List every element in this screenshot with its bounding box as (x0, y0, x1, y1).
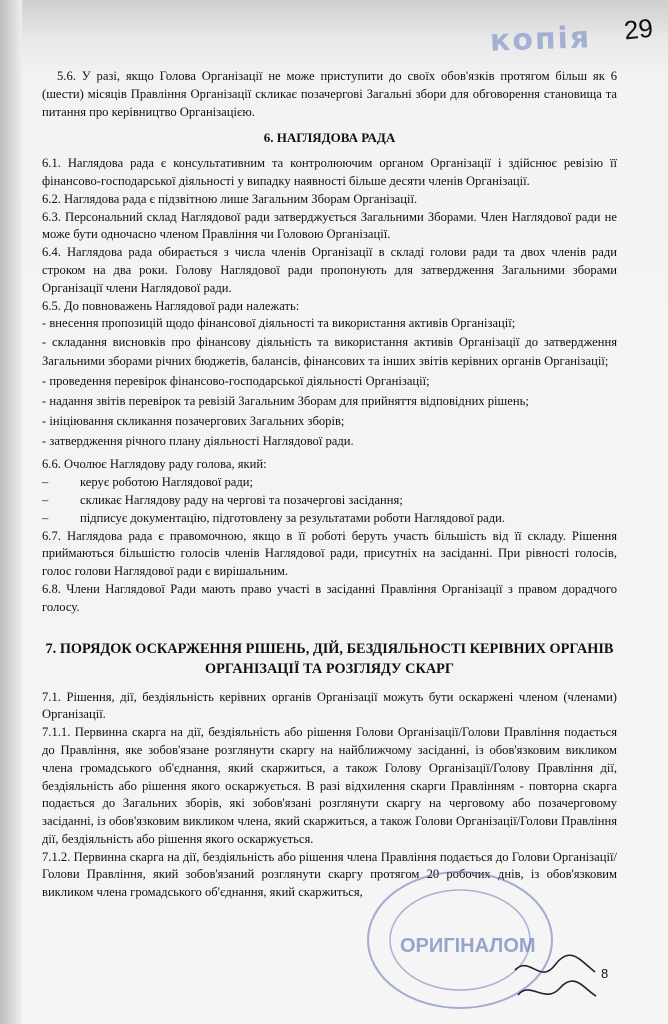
list-item: - складання висновків про фінансову діяльність та використання активів Організації до затвердження Загальними зборами річних бюджетів, балансів, фінансових та інших звітів керівних органів Організації; (42, 335, 617, 369)
clause-7-1-1: 7.1.1. Первинна скарга на дії, бездіяльність або рішення Голови Організації/Голови Правління подається до Правління, яке зобов'язане розглянути скаргу на найближчому засіданні, із обов'язковим викликом члена громадського об'єднання, який скаржиться, а також Голову Організації/Голову Правління дії, бездіяльність або рішення якого оскаржується. В разі відхилення скарги Правлінням - повторна скарга подається до Загальних зборів, які зобов'язані розглянути скаргу на черговому або позачерговому засіданні, із обов'язковим викликом члена, який скаржиться, а також Голови Організації/Голови Правління дії, бездіяльність або рішення якого оскаржується. (42, 725, 617, 846)
list-item: – керує роботою Наглядової ради; (42, 475, 254, 490)
clause-6-1: 6.1. Наглядова рада є консультативним та контролюючим органом Організації і здійснює ревізію її фінансово-господарської діяльності у випадку наявності більше десяти членів Організації. (42, 156, 617, 188)
clause-6-4: 6.4. Наглядова рада обирається з числа членів Організації в складі голови ради та двох членів ради строком на два роки. Голову Наглядової ради пропонують для затвердження Загальними зборами Організації члени Наглядової ради. (42, 245, 617, 295)
clause-6-5: 6.5. До повноважень Наглядової ради належать: (42, 298, 300, 313)
handwritten-signature (510, 950, 600, 1010)
clause-5-6: 5.6. У разі, якщо Голова Організації не може приступити до своїх обов'язків протягом більш як 6 (шести) місяців Правління Організації скликає позачергові Загальні збори для обговорення становища та питання про керівництво Організацією. (42, 69, 617, 119)
list-item: - проведення перевірок фінансово-господарської діяльності Організації; (42, 374, 430, 389)
section-6-heading: 6. НАГЛЯДОВА РАДА (263, 130, 396, 146)
list-item: - затвердження річного плану діяльності Наглядової ради. (42, 433, 354, 448)
clause-7-1-2: 7.1.2. Первинна скарга на дії, бездіяльність або рішення члена Правління подається до Голови Організації/Голови Правління, який зобов'язаний розглянути скаргу протягом 20 робочих днів, із обов'язковим викликом члена громадського об'єднання, який скаржиться, (42, 849, 617, 900)
clause-6-7: 6.7. Наглядова рада є правомочною, якщо в її роботі беруть участь більшість від її складу. Рішення приймаються більшістю голосів членів Наглядової ради, присутніх на засіданні. При рівності голосів, голос голови Наглядової ради є вирішальним. (42, 528, 617, 579)
page-binding-edge (0, 0, 22, 1024)
copy-stamp: копія (489, 20, 592, 59)
body-text (42, 68, 617, 902)
list-item: - внесення пропозицій щодо фінансової діяльності та використання активів Організації; (42, 316, 516, 331)
clause-7-1: 7.1. Рішення, дії, бездіяльність керівних органів Організації можуть бути оскаржені членом (членами) Організації. (42, 689, 617, 722)
list-item: - надання звітів перевірок та ревізій Загальним Зборам для прийняття відповідних рішень; (42, 393, 529, 408)
section-7-heading: 7. ПОРЯДОК ОСКАРЖЕННЯ РІШЕНЬ, ДІЙ, БЕЗДІЯЛЬНОСТІ КЕРІВНИХ ОРГАНІВ ОРГАНІЗАЦІЇ ТА РОЗГЛЯДУ СКАРГ (45, 640, 614, 677)
svg-text:ОРИГІНАЛОМ: ОРИГІНАЛОМ (400, 935, 536, 957)
list-item: – скликає Наглядову раду на чергові та позачергові засідання; (42, 492, 403, 507)
page-number: 8 (601, 966, 609, 981)
clause-6-2: 6.2. Наглядова рада є підзвітною лише Загальним Зборам Організації. (42, 191, 418, 206)
list-item: – підписує документацію, підготовлену за результатами роботи Наглядової ради. (42, 510, 506, 525)
clause-6-6: 6.6. Очолює Наглядову раду голова, який: (42, 457, 267, 472)
handwritten-page-number: 29 (622, 12, 655, 46)
clause-6-8: 6.8. Члени Наглядової Ради мають право участі в засіданні Правління Організації з правом дорадчого голосу. (42, 581, 617, 614)
list-item: - ініціювання скликання позачергових Загальних зборів; (42, 413, 345, 428)
clause-6-3: 6.3. Персональний склад Наглядової ради затверджується Загальними Зборами. Член Наглядової ради не може бути одночасно членом Правління чи Головою Організації. (42, 209, 617, 242)
